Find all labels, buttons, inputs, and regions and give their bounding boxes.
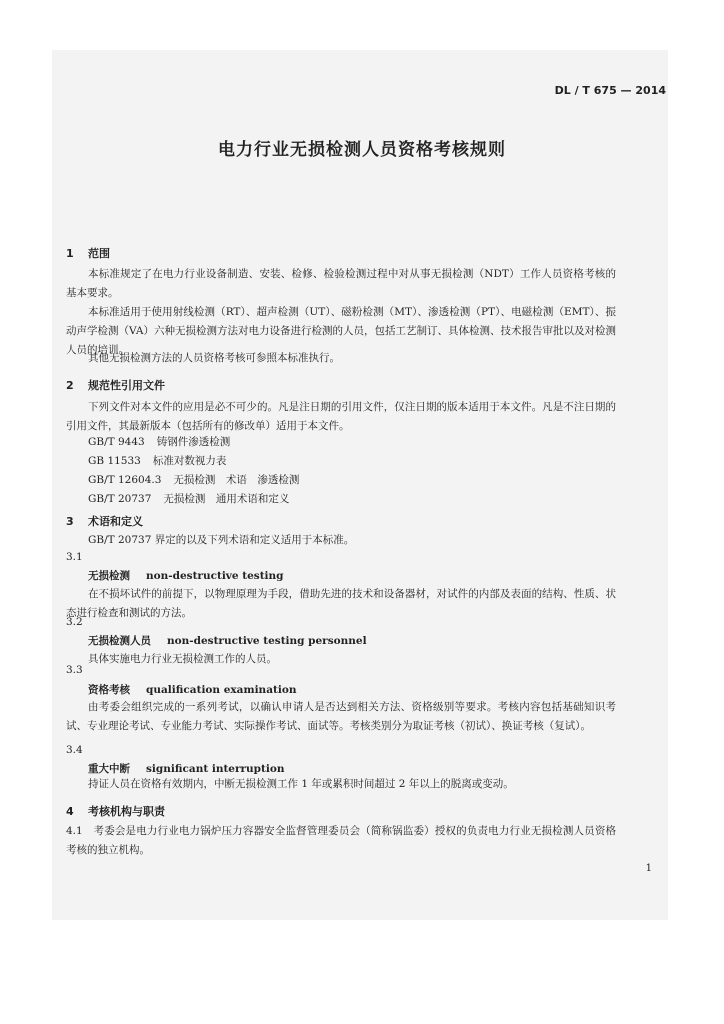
paragraph: 其他无损检测方法的人员资格考核可参照本标准执行。 — [88, 352, 340, 364]
term-number: 3.2 — [66, 616, 83, 628]
section-2-heading: 2 规范性引用文件 — [66, 379, 165, 392]
term-definition: 持证人员在资格有效期内，中断无损检测工作 1 年或累积时间超过 2 年以上的脱离或变动。 — [88, 778, 514, 790]
term-heading: 重大中断 significant interruption — [88, 763, 285, 775]
reference-item: GB/T 9443 铸钢件渗透检测 — [88, 436, 231, 448]
paragraph: GB/T 20737 界定的以及下列术语和定义适用于本标准。 — [88, 534, 355, 546]
paragraph: 下列文件对本文件的应用是必不可少的。凡是注日期的引用文件，仅注日期的版本适用于本文件。凡是不注日期的引用文件，其最新版本（包括所有的修改单）适用于本文件。 — [66, 401, 616, 432]
paragraph: 本标准适用于使用射线检测（RT）、超声检测（UT）、磁粉检测（MT）、渗透检测（PT）、电磁检测（EMT）、振动声学检测（VA）六种无损检测方法对电力设备进行检测的人员，包括工艺制订、具体检测、技术报告审批以及对检测人员的培训。 — [66, 306, 616, 356]
section-3-heading: 3 术语和定义 — [66, 515, 143, 528]
reference-item: GB/T 12604.3 无损检测 术语 渗透检测 — [88, 474, 300, 486]
term-heading: 无损检测人员 non-destructive testing personnel — [88, 635, 367, 647]
term-definition: 在不损坏试件的前提下，以物理原理为手段，借助先进的技术和设备器材，对试件的内部及表面的结构、性质、状态进行检查和测试的方法。 — [66, 588, 616, 619]
term-number: 3.1 — [66, 551, 83, 563]
section-4-heading: 4 考核机构与职责 — [66, 805, 165, 818]
document-title: 电力行业无损检测人员资格考核规则 — [218, 140, 506, 160]
paragraph: 本标准规定了在电力行业设备制造、安装、检修、检验检测过程中对从事无损检测（NDT）工作人员资格考核的基本要求。 — [66, 268, 616, 299]
reference-item: GB 11533 标准对数视力表 — [88, 455, 227, 467]
document-code: DL / T 675 — 2014 — [554, 84, 666, 97]
term-definition: 具体实施电力行业无损检测工作的人员。 — [88, 653, 277, 665]
page-number: 1 — [645, 863, 652, 874]
paragraph: 4.1 考委会是电力行业电力锅炉压力容器安全监督管理委员会（简称锅监委）授权的负责电力行业无损检测人员资格考核的独立机构。 — [66, 825, 616, 856]
term-number: 3.3 — [66, 664, 83, 676]
term-number: 3.4 — [66, 744, 83, 756]
term-definition: 由考委会组织完成的一系列考试，以确认申请人是否达到相关方法、资格级别等要求。考核内容包括基础知识考试、专业理论考试、专业能力考试、实际操作考试、面试等。考核类别分为取证考核（初试）、换证考核（复试）。 — [66, 701, 616, 732]
reference-item: GB/T 20737 无损检测 通用术语和定义 — [88, 493, 290, 505]
term-heading: 资格考核 qualification examination — [88, 684, 297, 696]
term-heading: 无损检测 non-destructive testing — [88, 570, 284, 582]
section-1-heading: 1 范围 — [66, 247, 110, 260]
